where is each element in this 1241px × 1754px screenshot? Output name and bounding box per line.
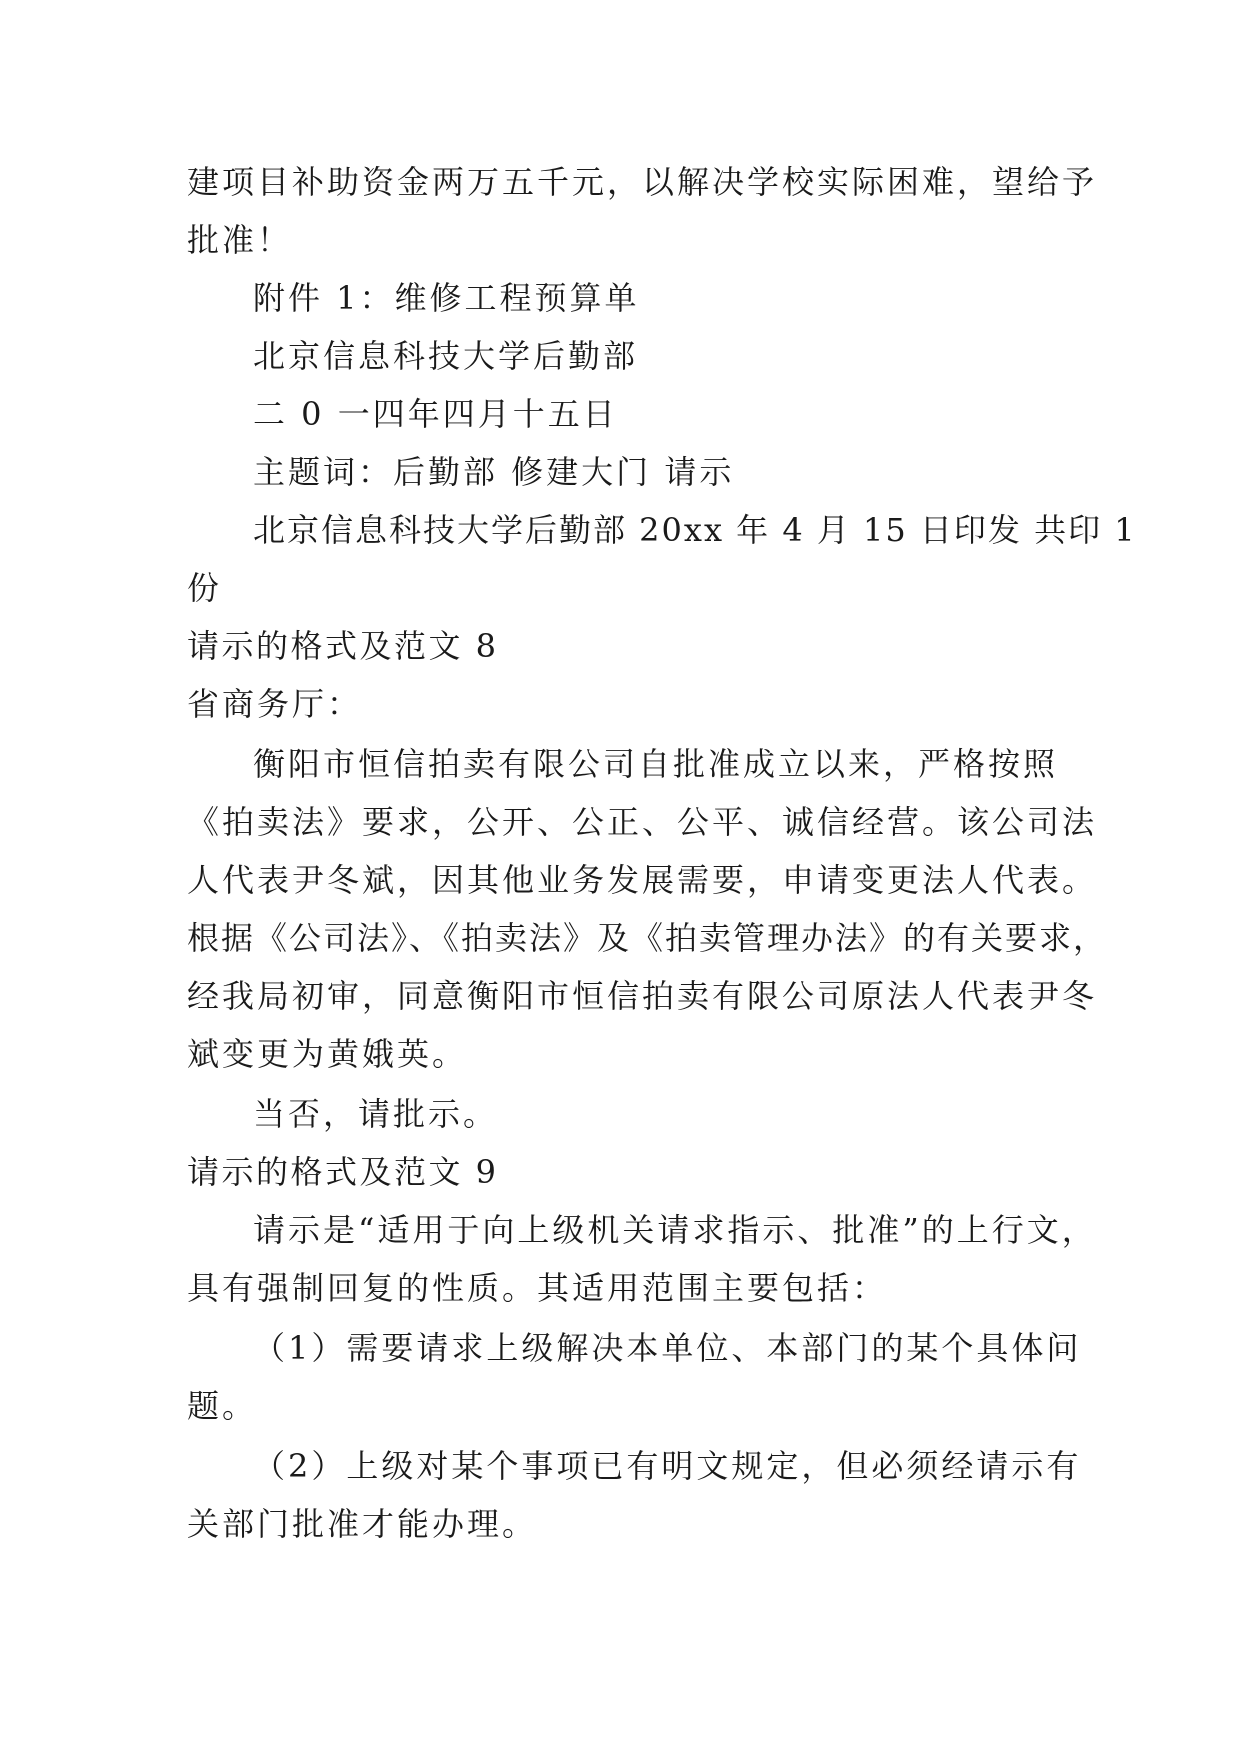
list-item-continuation: 关部门批准才能办理。 [187,1505,538,1543]
body-line: 当否，请批示。 [253,1095,499,1133]
body-line: 批准！ [187,221,293,259]
signature-date: 二 0 一四年四月十五日 [253,395,618,433]
body-line: 份 [187,569,223,607]
body-line: 衡阳市恒信拍卖有限公司自批准成立以来，严格按照 [253,745,1059,783]
list-item: （2）上级对某个事项已有明文规定，但必须经请示有 [253,1447,1082,1485]
body-line: 具有强制回复的性质。其适用范围主要包括： [187,1269,888,1307]
list-item: （1）需要请求上级解决本单位、本部门的某个具体问 [253,1329,1082,1367]
body-line: 请示是“适用于向上级机关请求指示、批准”的上行文， [253,1211,1097,1249]
section-heading: 请示的格式及范文 8 [187,627,499,665]
addressee: 省商务厅： [187,685,363,723]
body-line: 建项目补助资金两万五千元，以解决学校实际困难，望给予 [187,163,1098,201]
attachment-line: 附件 1：维修工程预算单 [253,279,640,317]
body-line: 根据《公司法》、《拍卖法》及《拍卖管理办法》的有关要求， [187,919,1108,957]
section-heading: 请示的格式及范文 9 [187,1153,499,1191]
list-item-continuation: 题。 [187,1387,258,1425]
body-line: 斌变更为黄娥英。 [187,1035,468,1073]
issuance-line: 北京信息科技大学后勤部 20xx 年 4 月 15 日印发 共印 1 [253,511,1137,549]
body-line: 经我局初审，同意衡阳市恒信拍卖有限公司原法人代表尹冬 [187,977,1098,1015]
signature-organization: 北京信息科技大学后勤部 [253,337,639,375]
body-line: 《拍卖法》要求，公开、公正、公平、诚信经营。该公司法 [187,803,1098,841]
subject-terms: 主题词：后勤部 修建大门 请示 [253,453,735,491]
body-line: 人代表尹冬斌，因其他业务发展需要，申请变更法人代表。 [187,861,1098,899]
